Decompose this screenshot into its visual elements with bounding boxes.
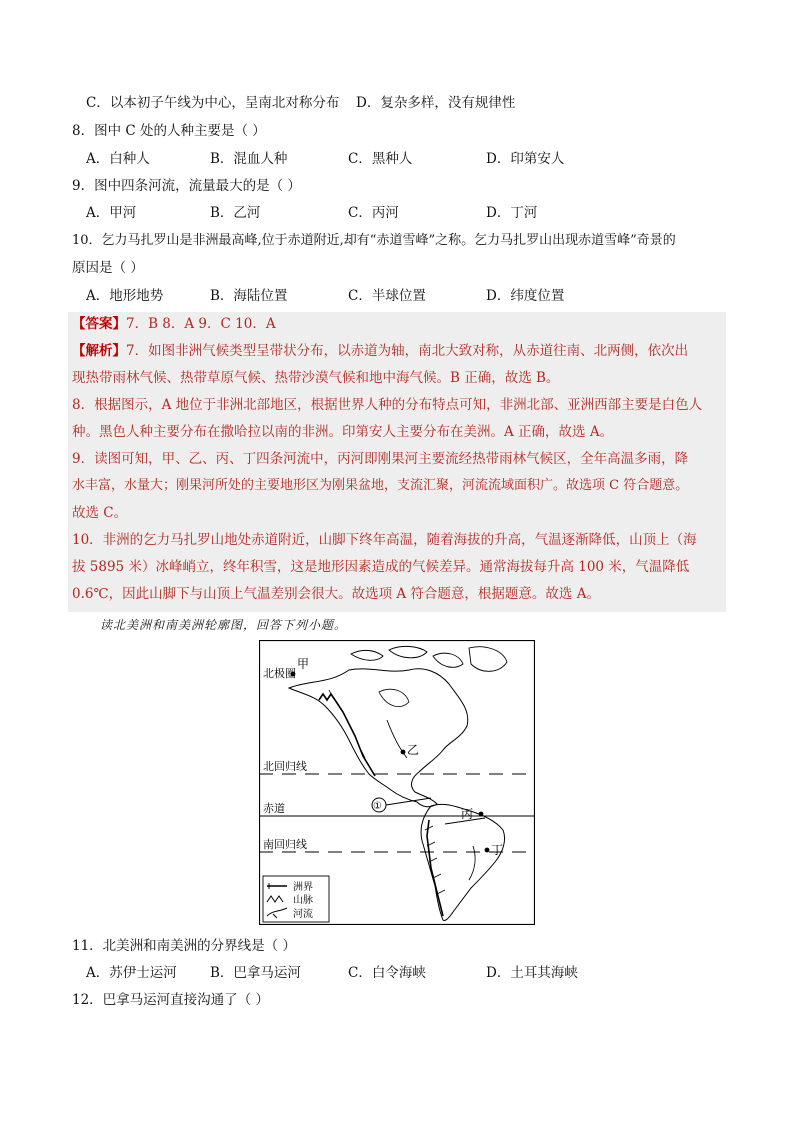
answer-text: 7．B 8．A 9．C 10．A: [126, 316, 276, 332]
q7-option-c: C．以本初子午线为中心，呈南北对称分布: [86, 95, 340, 111]
q9-option-c: C．丙河: [348, 205, 399, 221]
analysis-line-10: 0.6℃，因此山脚下与山顶上气温差别会很大。故选项 A 符合题意，根据题意。故选 A。: [72, 586, 600, 602]
q8-option-a: A．白种人: [86, 151, 150, 167]
point-bing: [479, 812, 484, 817]
point-yi: [401, 750, 406, 755]
q9-stem: 9．图中四条河流，流量最大的是（ ）: [72, 178, 301, 194]
arctic-circle-label: 北极圈: [263, 667, 296, 680]
analysis-line-6: 水丰富，水量大；刚果河所处的主要地形区为刚果盆地，支流汇聚，河流流域面积广。故选项 C 符合题意。: [72, 478, 689, 493]
q8-option-c: C．黑种人: [348, 151, 413, 167]
q8-stem: 8．图中 C 处的人种主要是（ ）: [72, 123, 266, 139]
q11-option-c: C．白令海峡: [348, 965, 426, 981]
q8-option-b: B．混血人种: [210, 151, 288, 167]
label-jia: 甲: [297, 657, 310, 671]
label-yi: 乙: [407, 743, 420, 757]
q11-option-a: A．苏伊士运河: [86, 965, 177, 981]
analysis-label: 【解析】: [72, 343, 126, 359]
q10-option-b: B．海陆位置: [210, 288, 288, 304]
analysis-line-7: 故选 C。: [72, 505, 128, 521]
analysis-line-1: [72, 342, 688, 360]
q9-option-a: A．甲河: [86, 205, 137, 221]
q10-stem-line2: 原因是（ ）: [72, 260, 144, 276]
legend-boundary-label: 洲界: [293, 882, 313, 893]
tropic-of-capricorn-label: 南回归线: [263, 838, 307, 851]
q10-option-c: C．半球位置: [348, 288, 426, 304]
equator-label: 赤道: [263, 802, 285, 815]
label-ding: 丁: [491, 843, 504, 857]
q9-option-b: B．乙河: [210, 205, 261, 221]
q9-option-d: D．丁河: [486, 205, 538, 221]
analysis-line-8: 10．非洲的乞力马扎罗山地处赤道附近，山脚下终年高温，随着海拔的升高，气温逐渐降低，山顶上（海: [72, 532, 697, 548]
analysis-line-9: 拔 5895 米）冰峰峭立，终年积雪，这是地形因素造成的气候差异。通常海拔每升高 100 米，气温降低: [72, 559, 690, 575]
q11-stem: 11．北美洲和南美洲的分界线是（ ）: [72, 938, 296, 954]
americas-outline-map: [259, 640, 535, 925]
legend-river-label: 河流: [293, 909, 313, 920]
q10-stem-line1: 10．乞力马扎罗山是非洲最高峰,位于赤道附近,却有“赤道雪峰”之称。乞力马扎罗山出现赤道雪峰”奇景的: [72, 233, 676, 248]
point-ding: [485, 848, 490, 853]
map-caption: 读北美洲和南美洲轮廓图，回答下列小题。: [100, 618, 348, 632]
tropic-of-cancer-label: 北回归线: [263, 760, 307, 773]
analysis-line-4: 种。黑色人种主要分布在撒哈拉以南的非洲。印第安人主要分布在美洲。A 正确，故选 A。: [72, 424, 614, 440]
q12-stem: 12．巴拿马运河直接沟通了（ ）: [72, 992, 269, 1008]
q10-option-a: A．地形地势: [86, 288, 164, 304]
q8-option-d: D．印第安人: [486, 151, 565, 167]
analysis-line-5: 9．读图可知，甲、乙、丙、丁四条河流中，丙河即刚果河主要流经热带雨林气候区，全年高温多雨，降: [72, 451, 689, 467]
analysis-text-1: 7．如图非洲气候类型呈带状分布，以赤道为轴，南北大致对称，从赤道往南、北两侧，依次出: [126, 343, 689, 359]
analysis-line-2: 现热带雨林气候、热带草原气候、热带沙漠气候和地中海气候。B 正确，故选 B。: [72, 370, 560, 386]
q11-option-b: B．巴拿马运河: [210, 965, 301, 981]
label-bing: 丙: [461, 807, 474, 821]
q11-option-d: D．土耳其海峡: [486, 965, 578, 981]
legend-mountain-label: 山脉: [293, 895, 313, 906]
analysis-line-3: 8．根据图示，A 地位于非洲北部地区，根据世界人种的分布特点可知，非洲北部、亚洲西部主要是白色人: [72, 397, 703, 413]
answer-label: 【答案】: [72, 316, 126, 332]
answer-line: [72, 315, 276, 333]
q7-option-d: D．复杂多样，没有规律性: [356, 95, 516, 111]
marker-1-label: ①: [373, 801, 382, 812]
q10-option-d: D．纬度位置: [486, 288, 565, 304]
